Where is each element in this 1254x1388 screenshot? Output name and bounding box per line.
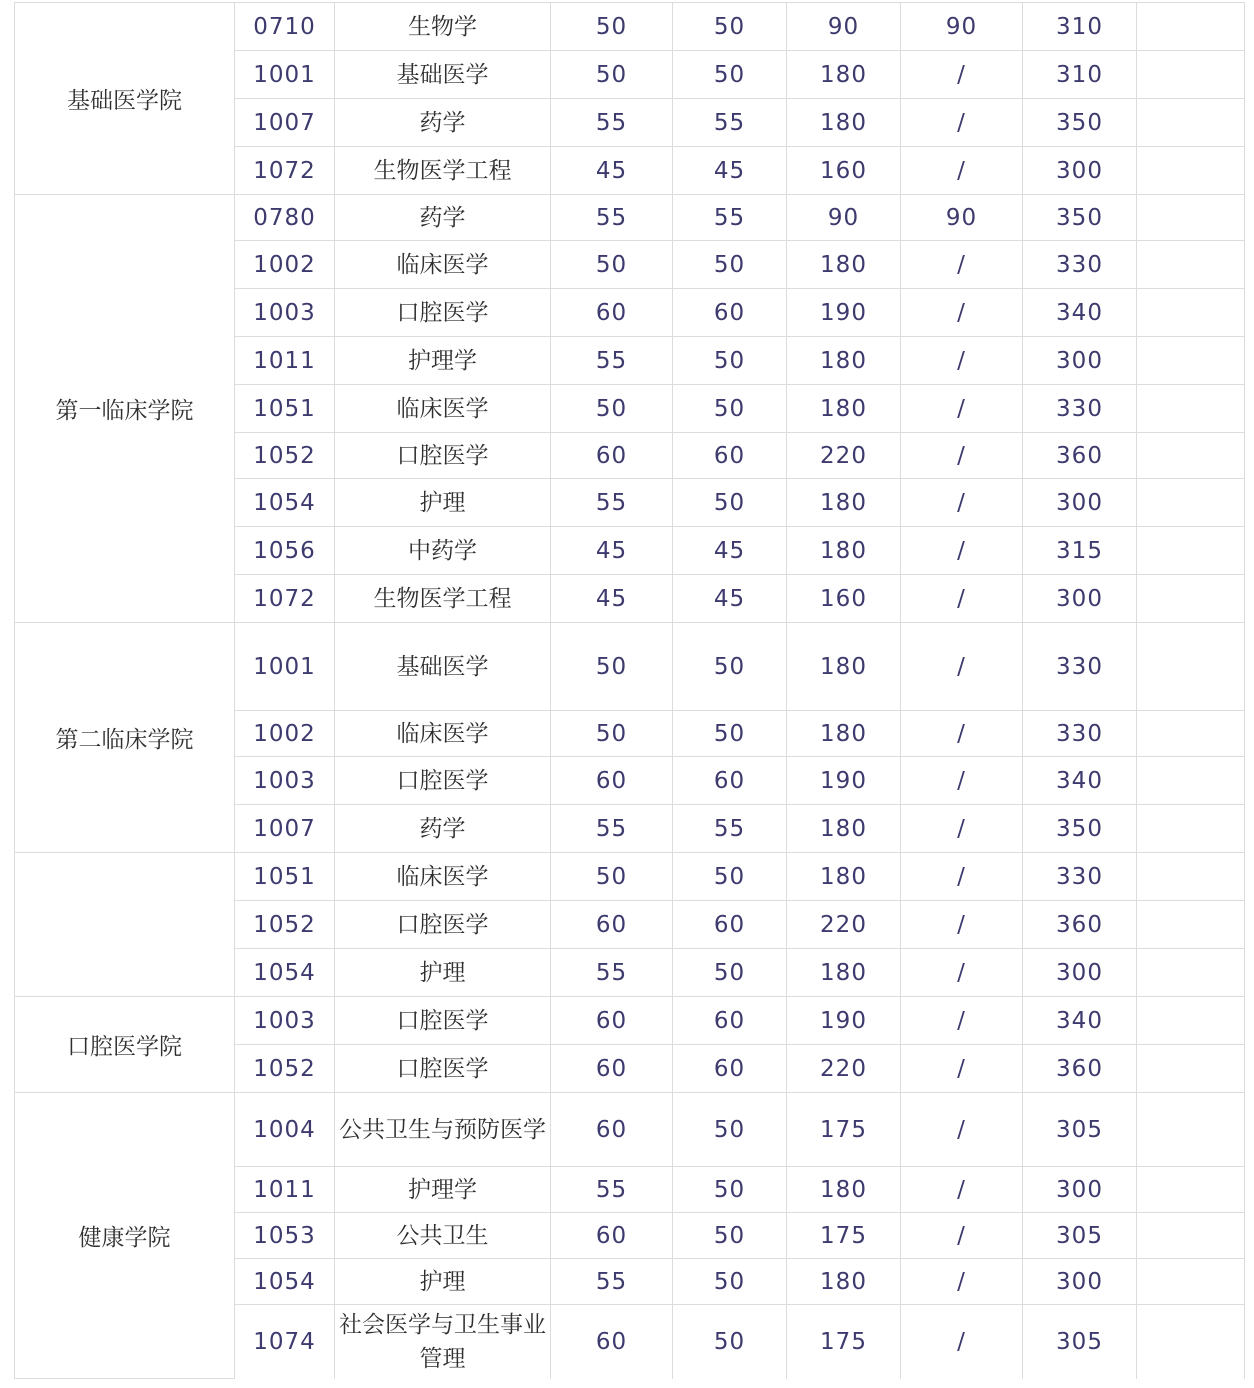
major-cell: 中药学	[335, 527, 551, 575]
empty-cell	[1137, 1259, 1245, 1305]
code-cell: 1003	[235, 289, 335, 337]
total-cell: 310	[1023, 3, 1137, 51]
total-cell: 360	[1023, 901, 1137, 949]
code-cell: 1051	[235, 853, 335, 901]
major-cell: 护理	[335, 949, 551, 997]
code-cell: 1072	[235, 575, 335, 623]
total-cell: 360	[1023, 1045, 1137, 1093]
score-cell-4: /	[901, 949, 1023, 997]
table-row	[15, 1093, 1245, 1167]
major-cell: 基础医学	[335, 623, 551, 711]
code-cell: 1001	[235, 51, 335, 99]
score-cell-3: 220	[787, 433, 901, 479]
score-cell-1: 50	[551, 623, 673, 711]
total-cell: 300	[1023, 479, 1137, 527]
score-cell-4: /	[901, 479, 1023, 527]
score-cell-4: /	[901, 289, 1023, 337]
total-cell: 350	[1023, 195, 1137, 241]
score-cell-2: 50	[673, 241, 787, 289]
major-cell: 临床医学	[335, 853, 551, 901]
score-cell-1: 50	[551, 711, 673, 757]
score-cell-1: 45	[551, 527, 673, 575]
empty-cell	[1137, 99, 1245, 147]
score-cell-3: 175	[787, 1305, 901, 1379]
empty-cell	[1137, 1093, 1245, 1167]
total-cell: 350	[1023, 99, 1137, 147]
score-cell-1: 55	[551, 195, 673, 241]
code-cell: 0710	[235, 3, 335, 51]
score-cell-4: /	[901, 337, 1023, 385]
score-cell-4: /	[901, 805, 1023, 853]
score-cell-3: 180	[787, 527, 901, 575]
score-cell-2: 50	[673, 3, 787, 51]
empty-cell	[1137, 51, 1245, 99]
score-cell-4: /	[901, 1259, 1023, 1305]
college-cell: 健康学院	[15, 1093, 235, 1379]
score-cell-1: 45	[551, 575, 673, 623]
table-body	[15, 3, 1245, 1379]
score-cell-3: 90	[787, 3, 901, 51]
code-cell: 1011	[235, 1167, 335, 1213]
code-cell: 1051	[235, 385, 335, 433]
score-cell-4: /	[901, 241, 1023, 289]
total-cell: 305	[1023, 1093, 1137, 1167]
score-cell-2: 50	[673, 949, 787, 997]
total-cell: 330	[1023, 623, 1137, 711]
score-cell-4: /	[901, 147, 1023, 195]
total-cell: 340	[1023, 997, 1137, 1045]
college-cell	[15, 853, 235, 997]
score-cell-3: 220	[787, 1045, 901, 1093]
major-cell: 护理学	[335, 1167, 551, 1213]
score-cell-1: 60	[551, 1213, 673, 1259]
score-cell-2: 55	[673, 195, 787, 241]
code-cell: 1052	[235, 1045, 335, 1093]
score-cell-4: /	[901, 757, 1023, 805]
score-cell-4: /	[901, 433, 1023, 479]
code-cell: 1007	[235, 99, 335, 147]
score-cell-1: 45	[551, 147, 673, 195]
total-cell: 300	[1023, 949, 1137, 997]
major-cell: 临床医学	[335, 711, 551, 757]
score-cell-3: 180	[787, 241, 901, 289]
score-cell-2: 50	[673, 853, 787, 901]
score-cell-3: 180	[787, 479, 901, 527]
major-cell: 生物学	[335, 3, 551, 51]
major-cell: 基础医学	[335, 51, 551, 99]
score-cell-1: 50	[551, 385, 673, 433]
score-cell-3: 175	[787, 1213, 901, 1259]
score-cell-4: /	[901, 1167, 1023, 1213]
code-cell: 0780	[235, 195, 335, 241]
code-cell: 1053	[235, 1213, 335, 1259]
table-row	[15, 623, 1245, 711]
score-cell-1: 60	[551, 289, 673, 337]
score-cell-1: 55	[551, 99, 673, 147]
major-cell: 护理学	[335, 337, 551, 385]
major-cell: 药学	[335, 195, 551, 241]
score-cell-2: 50	[673, 623, 787, 711]
score-cell-2: 50	[673, 1093, 787, 1167]
table-row	[15, 3, 1245, 51]
score-cell-3: 180	[787, 711, 901, 757]
score-cell-2: 50	[673, 1213, 787, 1259]
total-cell: 300	[1023, 1259, 1137, 1305]
empty-cell	[1137, 385, 1245, 433]
score-cell-1: 50	[551, 51, 673, 99]
score-cell-3: 180	[787, 805, 901, 853]
total-cell: 310	[1023, 51, 1137, 99]
score-cell-2: 45	[673, 147, 787, 195]
score-cell-1: 60	[551, 1045, 673, 1093]
table-row	[15, 195, 1245, 241]
score-cell-4: /	[901, 527, 1023, 575]
score-cell-3: 180	[787, 337, 901, 385]
total-cell: 330	[1023, 711, 1137, 757]
score-cell-2: 50	[673, 1259, 787, 1305]
empty-cell	[1137, 527, 1245, 575]
major-cell: 公共卫生	[335, 1213, 551, 1259]
total-cell: 300	[1023, 575, 1137, 623]
total-cell: 300	[1023, 147, 1137, 195]
empty-cell	[1137, 901, 1245, 949]
score-cell-2: 45	[673, 527, 787, 575]
code-cell: 1002	[235, 241, 335, 289]
empty-cell	[1137, 575, 1245, 623]
score-cell-1: 60	[551, 1093, 673, 1167]
empty-cell	[1137, 805, 1245, 853]
score-cell-4: /	[901, 1213, 1023, 1259]
college-cell: 基础医学院	[15, 3, 235, 195]
score-cell-2: 55	[673, 99, 787, 147]
college-cell: 口腔医学院	[15, 997, 235, 1093]
code-cell: 1011	[235, 337, 335, 385]
empty-cell	[1137, 997, 1245, 1045]
major-cell: 生物医学工程	[335, 147, 551, 195]
score-cell-4: /	[901, 1045, 1023, 1093]
score-cell-1: 50	[551, 241, 673, 289]
total-cell: 330	[1023, 241, 1137, 289]
empty-cell	[1137, 1045, 1245, 1093]
score-cell-1: 55	[551, 1259, 673, 1305]
score-cell-3: 180	[787, 99, 901, 147]
major-cell: 社会医学与卫生事业管理	[335, 1305, 551, 1379]
score-cell-4: /	[901, 997, 1023, 1045]
score-cell-4: /	[901, 853, 1023, 901]
college-cell: 第二临床学院	[15, 623, 235, 853]
total-cell: 330	[1023, 853, 1137, 901]
code-cell: 1003	[235, 997, 335, 1045]
total-cell: 340	[1023, 289, 1137, 337]
score-cell-3: 180	[787, 1167, 901, 1213]
score-cell-2: 50	[673, 385, 787, 433]
score-cell-1: 55	[551, 949, 673, 997]
code-cell: 1003	[235, 757, 335, 805]
total-cell: 330	[1023, 385, 1137, 433]
empty-cell	[1137, 1213, 1245, 1259]
score-cell-3: 190	[787, 289, 901, 337]
score-cell-2: 50	[673, 1305, 787, 1379]
major-cell: 口腔医学	[335, 1045, 551, 1093]
score-cell-4: 90	[901, 3, 1023, 51]
score-cell-3: 160	[787, 147, 901, 195]
score-cell-4: /	[901, 1093, 1023, 1167]
code-cell: 1054	[235, 479, 335, 527]
score-cell-2: 50	[673, 51, 787, 99]
score-cell-1: 60	[551, 757, 673, 805]
major-cell: 护理	[335, 1259, 551, 1305]
score-cell-1: 50	[551, 853, 673, 901]
score-cell-1: 55	[551, 805, 673, 853]
major-cell: 临床医学	[335, 385, 551, 433]
empty-cell	[1137, 757, 1245, 805]
code-cell: 1074	[235, 1305, 335, 1379]
total-cell: 300	[1023, 1167, 1137, 1213]
score-table	[14, 2, 1245, 1379]
major-cell: 药学	[335, 99, 551, 147]
score-cell-4: /	[901, 575, 1023, 623]
code-cell: 1054	[235, 949, 335, 997]
empty-cell	[1137, 479, 1245, 527]
total-cell: 360	[1023, 433, 1137, 479]
empty-cell	[1137, 1167, 1245, 1213]
score-cell-3: 180	[787, 385, 901, 433]
major-cell: 护理	[335, 479, 551, 527]
empty-cell	[1137, 853, 1245, 901]
score-cell-2: 50	[673, 711, 787, 757]
total-cell: 300	[1023, 337, 1137, 385]
score-cell-4: /	[901, 901, 1023, 949]
table-row	[15, 997, 1245, 1045]
major-cell: 临床医学	[335, 241, 551, 289]
major-cell: 药学	[335, 805, 551, 853]
score-cell-1: 55	[551, 1167, 673, 1213]
major-cell: 口腔医学	[335, 901, 551, 949]
score-cell-1: 55	[551, 337, 673, 385]
empty-cell	[1137, 949, 1245, 997]
table-row	[15, 853, 1245, 901]
code-cell: 1072	[235, 147, 335, 195]
score-cell-2: 60	[673, 289, 787, 337]
code-cell: 1054	[235, 1259, 335, 1305]
score-cell-2: 60	[673, 1045, 787, 1093]
score-cell-1: 60	[551, 433, 673, 479]
score-cell-4: /	[901, 99, 1023, 147]
score-cell-3: 180	[787, 853, 901, 901]
empty-cell	[1137, 3, 1245, 51]
code-cell: 1002	[235, 711, 335, 757]
code-cell: 1007	[235, 805, 335, 853]
major-cell: 公共卫生与预防医学	[335, 1093, 551, 1167]
score-cell-3: 175	[787, 1093, 901, 1167]
code-cell: 1052	[235, 901, 335, 949]
score-cell-4: /	[901, 385, 1023, 433]
empty-cell	[1137, 241, 1245, 289]
empty-cell	[1137, 195, 1245, 241]
score-cell-3: 180	[787, 1259, 901, 1305]
empty-cell	[1137, 623, 1245, 711]
empty-cell	[1137, 337, 1245, 385]
score-cell-3: 180	[787, 51, 901, 99]
score-cell-2: 60	[673, 757, 787, 805]
score-cell-4: /	[901, 623, 1023, 711]
score-cell-2: 50	[673, 479, 787, 527]
score-cell-1: 60	[551, 1305, 673, 1379]
score-cell-2: 50	[673, 337, 787, 385]
code-cell: 1004	[235, 1093, 335, 1167]
score-cell-4: 90	[901, 195, 1023, 241]
score-cell-2: 45	[673, 575, 787, 623]
major-cell: 生物医学工程	[335, 575, 551, 623]
score-cell-2: 60	[673, 997, 787, 1045]
empty-cell	[1137, 1305, 1245, 1379]
total-cell: 340	[1023, 757, 1137, 805]
major-cell: 口腔医学	[335, 289, 551, 337]
total-cell: 305	[1023, 1213, 1137, 1259]
score-cell-2: 50	[673, 1167, 787, 1213]
score-cell-3: 190	[787, 757, 901, 805]
score-cell-3: 180	[787, 623, 901, 711]
score-cell-1: 50	[551, 3, 673, 51]
empty-cell	[1137, 711, 1245, 757]
college-cell: 第一临床学院	[15, 195, 235, 623]
total-cell: 305	[1023, 1305, 1137, 1379]
score-cell-3: 190	[787, 997, 901, 1045]
score-cell-2: 60	[673, 901, 787, 949]
major-cell: 口腔医学	[335, 757, 551, 805]
score-cell-4: /	[901, 711, 1023, 757]
total-cell: 315	[1023, 527, 1137, 575]
total-cell: 350	[1023, 805, 1137, 853]
score-cell-3: 90	[787, 195, 901, 241]
score-cell-2: 60	[673, 433, 787, 479]
score-cell-1: 55	[551, 479, 673, 527]
score-cell-4: /	[901, 51, 1023, 99]
score-cell-1: 60	[551, 997, 673, 1045]
score-cell-1: 60	[551, 901, 673, 949]
code-cell: 1052	[235, 433, 335, 479]
code-cell: 1056	[235, 527, 335, 575]
score-cell-3: 180	[787, 949, 901, 997]
empty-cell	[1137, 147, 1245, 195]
score-cell-3: 220	[787, 901, 901, 949]
empty-cell	[1137, 433, 1245, 479]
score-cell-4: /	[901, 1305, 1023, 1379]
score-cell-2: 55	[673, 805, 787, 853]
empty-cell	[1137, 289, 1245, 337]
major-cell: 口腔医学	[335, 997, 551, 1045]
score-cell-3: 160	[787, 575, 901, 623]
code-cell: 1001	[235, 623, 335, 711]
major-cell: 口腔医学	[335, 433, 551, 479]
